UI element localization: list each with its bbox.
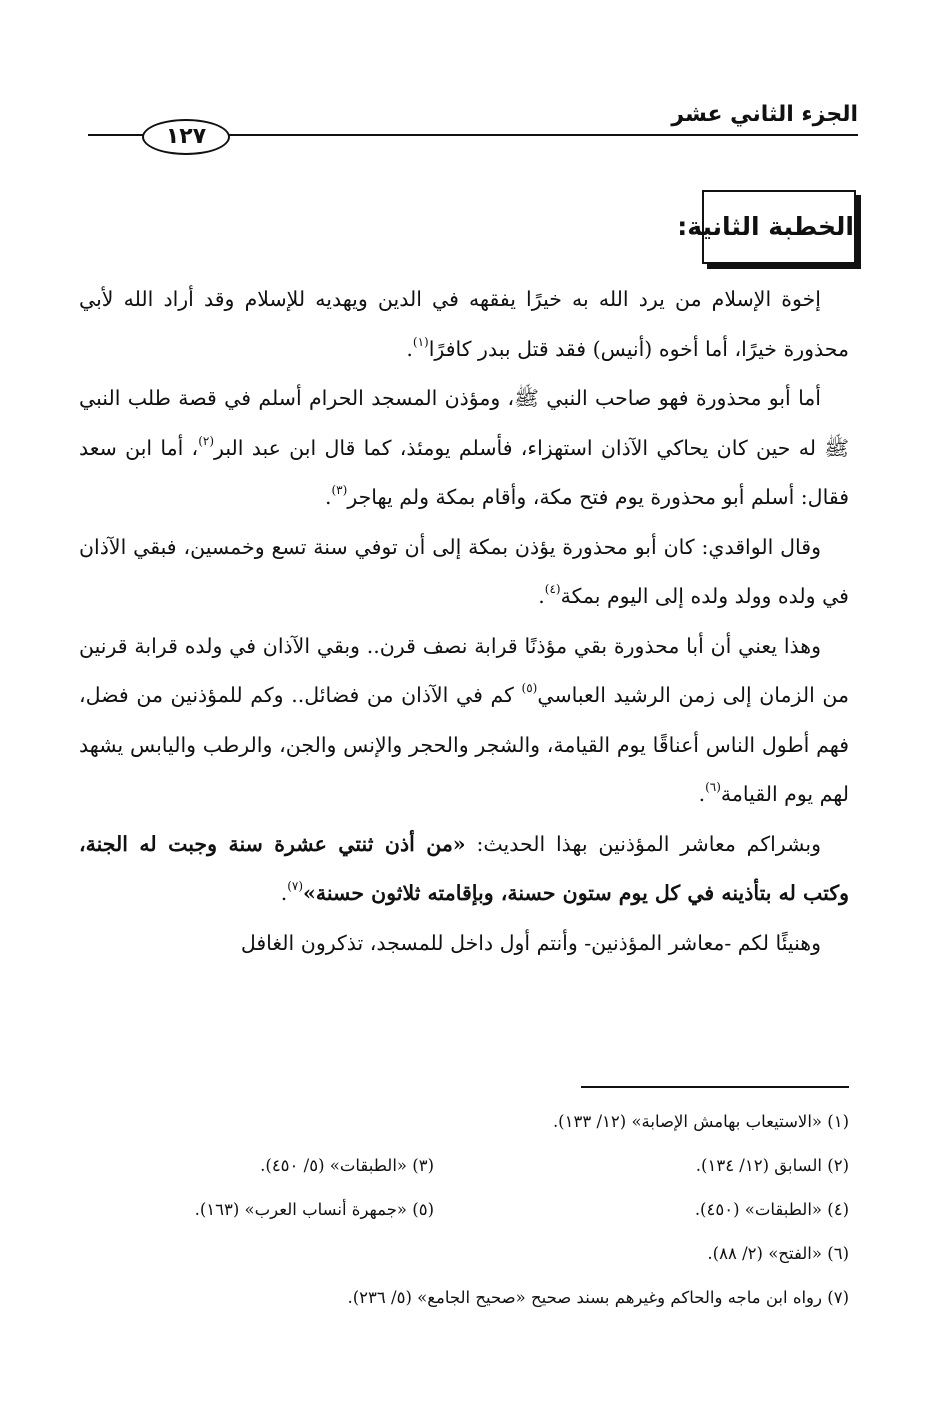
footnote-row: [79, 1144, 849, 1188]
paragraph-text: إخوة الإسلام من يرد الله به خيرًا يفقهه في الدين ويهديه للإسلام وقد أراد الله لأبي محذورة خيرًا، أما أخوه (أنيس) فقد قتل ببدر كافرًا: [79, 287, 849, 361]
footnote-ref: (٢): [198, 433, 215, 448]
paragraph-2: [79, 374, 849, 523]
paragraph-4: [79, 622, 849, 820]
paragraph-text: وقال الواقدي: كان أبو محذورة يؤذن بمكة إلى أن توفي سنة تسع وخمسين، فبقي الآذان في ولده وولد ولده إلى اليوم بمكة: [79, 534, 849, 608]
paragraph-end: .: [406, 336, 413, 361]
footnotes: [79, 1100, 849, 1320]
footnote-row: [79, 1232, 849, 1276]
footnote-ref: (٤): [544, 582, 561, 596]
paragraph-end: .: [324, 485, 332, 509]
paragraph-end: .: [280, 881, 288, 905]
footnote-ref: (٥): [521, 681, 538, 695]
paragraph-1: [79, 275, 849, 374]
footnote-ref: (٦): [705, 780, 721, 794]
paragraph-6: [79, 919, 849, 969]
hadith-quote: «من أذن ثنتي عشرة سنة وجبت له الجنة، وكتب له بتأذينه في كل يوم ستون حسنة، وبإقامته ثلاثون حسنة»: [79, 831, 849, 905]
header-title: الجزء الثاني عشر: [665, 102, 858, 127]
footnote-7: (٧) رواه ابن ماجه والحاكم وغيرهم بسند صحيح «صحيح الجامع» (٥/ ٢٣٦).: [347, 1288, 849, 1307]
paragraph-text: أما أبو محذورة فهو صاحب النبي ﷺ، ومؤذن المسجد الحرام أسلم في قصة طلب النبي ﷺ له حين كان يحاكي الآذان استهزاء، فأسلم يومئذ، كما قال ابن عبد البر: [79, 386, 850, 460]
paragraph-text: كم في الآذان من فضائل.. وكم للمؤذنين من فضل، فهم أطول الناس أعناقًا يوم القيامة، والشجر والحجر والإنس والجن، والرطب واليابس يشهد لهم يوم القيامة: [79, 683, 849, 806]
footnote-3: (٣) «الطبقات» (٥/ ٤٥٠).: [260, 1156, 434, 1175]
paragraph-text: وهذا يعني أن أبا محذورة بقي مؤذنًا قرابة نصف قرن.. وبقي الآذان في ولده قرابة قرنين من الزمان إلى زمن الرشيد العباسي: [79, 633, 849, 707]
page-header: [88, 96, 858, 149]
paragraph-end: .: [538, 584, 545, 608]
footnote-divider: [581, 1086, 849, 1088]
footnote-row: [79, 1188, 849, 1232]
footnote-2: (٢) السابق (١٢/ ١٣٤).: [695, 1156, 849, 1175]
paragraph-text: ، أما ابن سعد فقال: أسلم أبو محذورة يوم فتح مكة، وأقام بمكة ولم يهاجر: [79, 435, 849, 509]
footnote-5: (٥) «جمهرة أنساب العرب» (١٦٣).: [194, 1200, 434, 1219]
page-number: ١٢٧: [142, 119, 230, 155]
section-title: الخطبة الثانية:: [702, 190, 856, 264]
footnote-ref: (٧): [287, 879, 304, 893]
footnote-4: (٤) «الطبقات» (٤٥٠).: [694, 1200, 849, 1219]
footnote-ref: (٣): [331, 483, 348, 497]
footnote-1: (١) «الاستيعاب بهامش الإصابة» (١٢/ ١٣٣).: [552, 1112, 849, 1131]
footnote-row: [79, 1100, 849, 1144]
paragraph-5: [79, 820, 849, 919]
paragraph-text: وبشراكم معاشر المؤذنين بهذا الحديث:: [465, 831, 821, 856]
footnote-row: [79, 1276, 849, 1320]
paragraph-end: .: [698, 782, 706, 806]
footnote-6: (٦) «الفتح» (٢/ ٨٨).: [707, 1244, 849, 1263]
body-text: [79, 275, 849, 968]
paragraph-3: [79, 523, 849, 622]
paragraph-text: وهنيئًا لكم -معاشر المؤذنين- وأنتم أول داخل للمسجد، تذكرون الغافل: [240, 930, 821, 955]
footnote-ref: (١): [412, 334, 429, 349]
